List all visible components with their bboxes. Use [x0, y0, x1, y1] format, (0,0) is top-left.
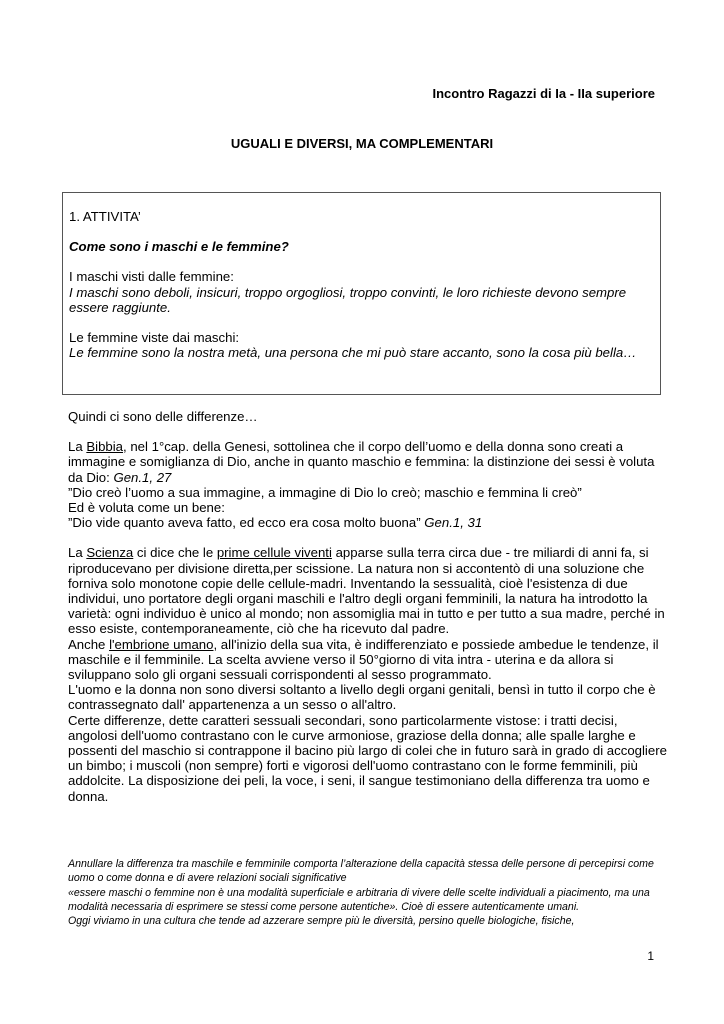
- bible-quote-2-text: ”Dio vide quanto aveva fatto, ed ecco era cosa molto buona”: [68, 515, 425, 531]
- page-title: UGUALI E DIVERSI, MA COMPLEMENTARI: [230, 136, 494, 151]
- bible-line-2: Ed è voluta come un bene:: [68, 500, 225, 516]
- science-pre: La: [68, 545, 87, 561]
- embryo-link: l'embrione umano: [109, 636, 214, 652]
- bible-link: Bibbia: [86, 439, 124, 455]
- note-3: Oggi viviamo in una cultura che tende ad azzerare sempre più le diversità, persino quelle biologiche, fisiche,: [68, 915, 575, 928]
- activity-question: Come sono i maschi e le femmine?: [69, 239, 289, 255]
- females-text: Le femmine sono la nostra metà, una persona che mi può stare accanto, sono la cosa più bella…: [69, 345, 637, 361]
- embryo-paragraph: [68, 637, 668, 683]
- males-text: I maschi sono deboli, insicuri, troppo orgogliosi, troppo convinti, le loro richieste devono sempre essere raggiunte.: [69, 284, 627, 315]
- embryo-pre: Anche: [68, 636, 110, 652]
- notes-section: [68, 857, 668, 928]
- science-text: apparse sulla terra circa due - tre miliardi di anni fa, si riproducevano per divisione diretta,per scissione. La natura non si accontentò di una soluzione che forniva solo monotone copie delle cellule-madri. Inventando la sessualità, cioè l'esistenza di due individui, uno portatore degli organi maschili e l'altro degli organi femminili, la natura ha introdotto la varietà: ogni individuo è unico al mondo; non assomiglia mai in tutto e per tutto a sua madre, perché in esso esiste, contemporaneamente, ciò che ha ricevuto dal padre.: [68, 545, 665, 637]
- intro-paragraph: Quindi ci sono delle differenze…: [68, 409, 258, 424]
- traits-paragraph: Certe differenze, dette caratteri sessuali secondari, sono particolarmente vistose: i tratti decisi, angolosi dell'uomo contrastano con le curve armoniose, graziose della donna; alle spalle larghe e possenti del maschio si contrappone il bacino più largo di colei che in futuro sarà in grado di accogliere un bimbo; i muscoli (non sempre) forti e vigorosi dell'uomo contrastano con le forme femminili, più addolcite. La disposizione dei peli, la voce, i seni, il sangue testimoniano della differenza tra uomo e donna.: [68, 712, 667, 804]
- bible-paragraph: [68, 439, 668, 485]
- bible-quote-1: ”Dio creò l’uomo a sua immagine, a immagine di Dio lo creò; maschio e femmina li creò”: [68, 484, 582, 500]
- bible-quote-2: [68, 515, 668, 530]
- males-label: I maschi visti dalle femmine:: [69, 269, 234, 285]
- activity-box: [62, 192, 661, 395]
- science-mid: ci dice che le: [133, 545, 217, 561]
- bible-ref-1: Gen.1, 27: [113, 469, 172, 485]
- science-link: Scienza: [86, 545, 134, 561]
- bible-pre: La: [68, 439, 87, 455]
- note-1: Annullare la differenza tra maschile e femminile comporta l’alterazione della capacità stessa delle persone di percepirsi come uomo o come donna e di avere relazioni sociali significative: [68, 858, 654, 885]
- bible-ref-2: Gen.1, 31: [424, 515, 483, 531]
- note-2: «essere maschi o femmine non è una modalità superficiale e arbitraria di vivere delle scelte individuali a piacimento, ma una modalità necessaria di esprimere se stessi come persone autentiche». Cioè di essere autenticamente umani.: [68, 886, 650, 913]
- main-text: [68, 409, 668, 804]
- header-text: Incontro Ragazzi di Ia - IIa superiore: [432, 86, 655, 101]
- body-paragraph: L'uomo e la donna non sono diversi soltanto a livello degli organi genitali, bensì in tutto il corpo che è contrassegnato dall' appartenenza a un sesso o all'altro.: [68, 682, 656, 713]
- embryo-text: , all'inizio della sua vita, è indifferenziato e possiede ambedue le tendenze, il maschile e il femminile. La scelta avviene verso il 50°giorno di vita intra - uterina e da allora si sviluppano solo gli organi sessuali corrispondenti al sesso programmato.: [68, 636, 659, 683]
- page-number: 1: [647, 949, 654, 963]
- science-paragraph: [68, 545, 668, 636]
- bible-text: , nel 1°cap. della Genesi, sottolinea che il corpo dell’uomo e della donna sono creati a immagine e somiglianza di Dio, anche in quanto maschio e femmina: la distinzione dei sessi è voluta da Dio:: [68, 439, 655, 485]
- cells-link: prime cellule viventi: [216, 545, 332, 561]
- females-label: Le femmine viste dai maschi:: [69, 330, 240, 346]
- activity-heading: 1. ATTIVITA’: [69, 209, 141, 224]
